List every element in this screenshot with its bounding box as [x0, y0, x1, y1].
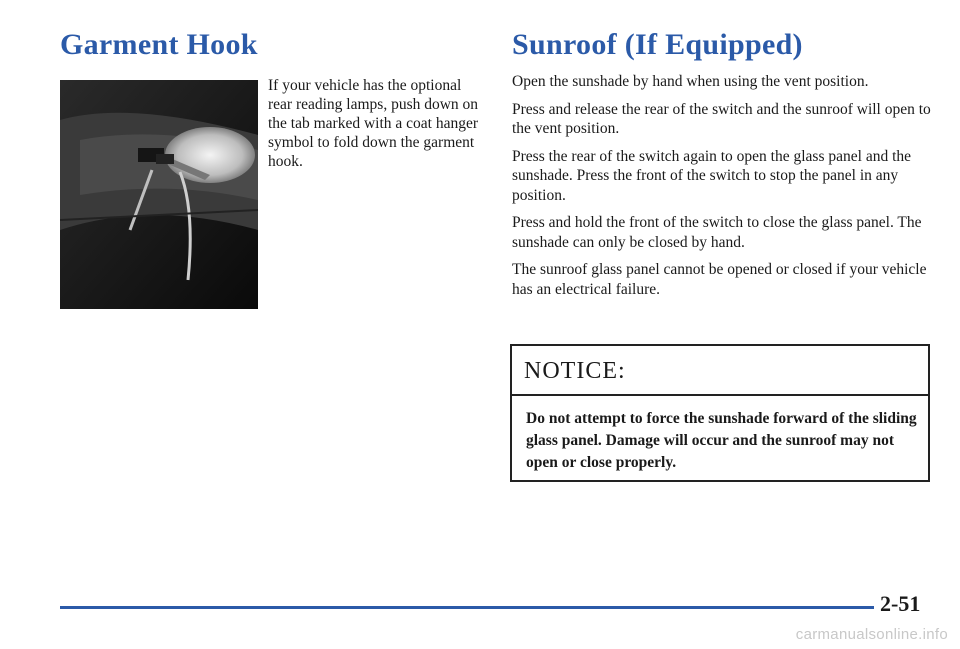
- sunroof-paragraph: Press the rear of the switch again to open the glass panel and the sunshade. Press the front of the switch to stop the panel in any position.: [512, 147, 912, 204]
- footer-rule: [60, 606, 874, 609]
- notice-divider: [512, 394, 928, 396]
- sunroof-paragraph: Open the sunshade by hand when using the vent position.: [512, 73, 869, 90]
- notice-box: [510, 344, 930, 482]
- sunroof-paragraph: Press and release the rear of the switch and the sunroof will open to the vent position.: [512, 100, 931, 137]
- notice-title: NOTICE:: [524, 358, 626, 384]
- watermark: carmanualsonline.info: [795, 626, 948, 643]
- sunroof-paragraph: The sunroof glass panel cannot be opened or closed if your vehicle has an electrical failure.: [512, 261, 927, 298]
- page-number: 2-51: [880, 591, 921, 616]
- garment-hook-heading: Garment Hook: [60, 28, 258, 61]
- sunroof-paragraph: Press and hold the front of the switch to close the glass panel. The sunshade can only be closed by hand.: [512, 214, 922, 251]
- garment-hook-text: If your vehicle has the optional rear reading lamps, push down on the tab marked with a coat hanger symbol to fold down the garment hook.: [268, 77, 479, 170]
- garment-hook-photo: [60, 80, 258, 309]
- sunroof-heading: Sunroof (If Equipped): [512, 28, 803, 61]
- notice-body: Do not attempt to force the sunshade forward of the sliding glass panel. Damage will occur and the sunroof may not open or close properly.: [526, 410, 917, 471]
- sunroof-instructions: [512, 72, 932, 307]
